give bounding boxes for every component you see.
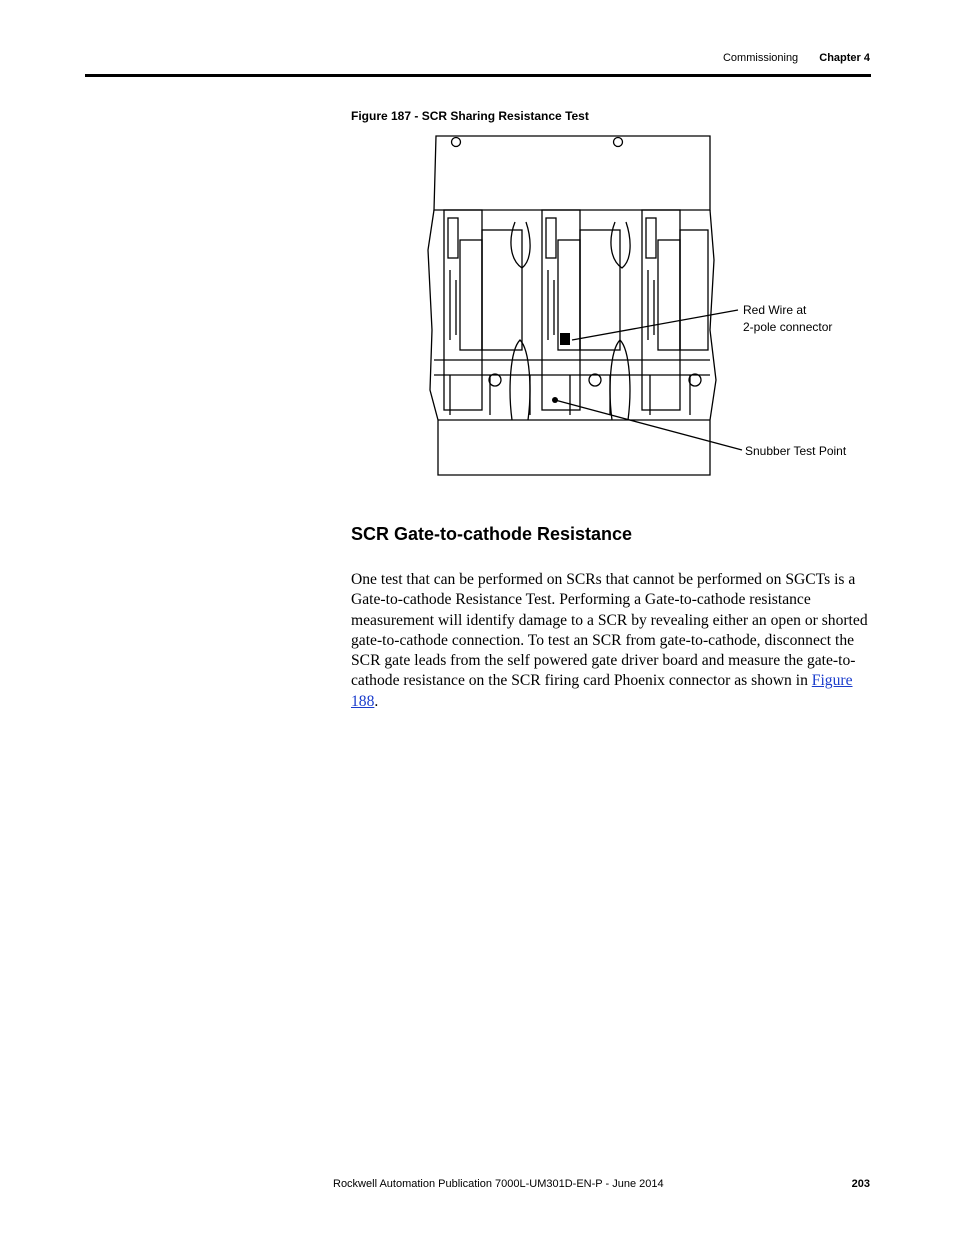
callout-red-wire bbox=[743, 302, 832, 336]
page-number: 203 bbox=[851, 1178, 870, 1190]
figure-188-link[interactable]: Figure 188 bbox=[351, 672, 853, 710]
callout-red-wire-line1: Red Wire at bbox=[743, 303, 807, 317]
body-text: One test that can be performed on SCRs that cannot be performed on SGCTs is a Gate-to-cathode Resistance Test. Performing a Gate-to-cathode resistance measurement will identify damage to a SCR by revealing either an open or shorted gate-to-cathode connection. To test an SCR from gate-to-cathode, disconnect the SCR gate leads from the self powered gate driver board and measure the gate-to-cathode resistance on the SCR firing card Phoenix connector as shown in bbox=[351, 571, 868, 690]
figure-caption: Figure 187 - SCR Sharing Resistance Test bbox=[351, 109, 589, 123]
body-end: . bbox=[374, 692, 379, 710]
header-rule bbox=[85, 74, 871, 77]
section-heading: SCR Gate-to-cathode Resistance bbox=[351, 524, 633, 544]
header-section: Commissioning bbox=[722, 52, 799, 64]
footer-publication: Rockwell Automation Publication 7000L-UM301D-EN-P - June 2014 bbox=[333, 1178, 664, 1190]
callout-red-wire-line2: 2-pole connector bbox=[743, 320, 833, 334]
page-header bbox=[723, 52, 870, 64]
body-paragraph bbox=[351, 570, 873, 712]
callout-snubber-test-point: Snubber Test Point bbox=[745, 444, 847, 458]
header-chapter: Chapter 4 bbox=[819, 52, 870, 64]
